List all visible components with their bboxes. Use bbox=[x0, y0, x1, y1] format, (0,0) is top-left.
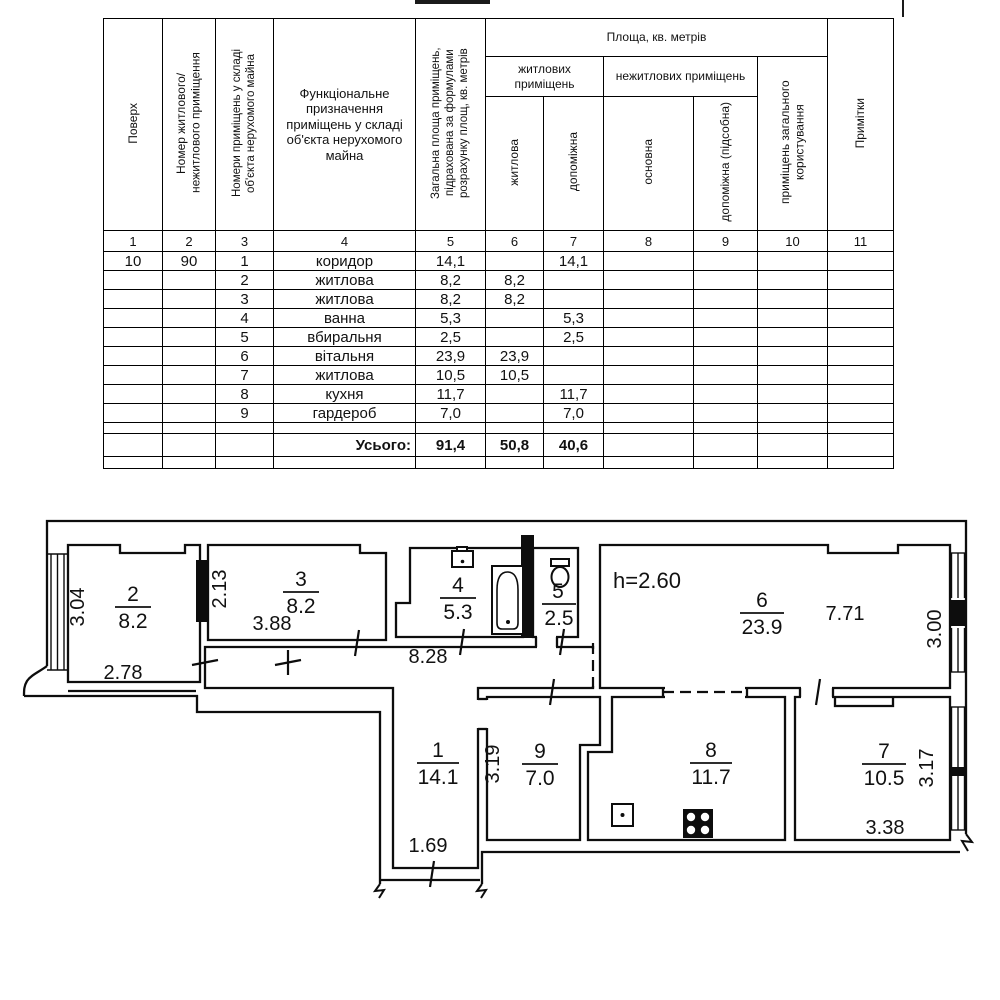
header-main: основна bbox=[604, 97, 694, 231]
cell-value bbox=[104, 328, 163, 347]
cell-empty bbox=[758, 423, 828, 434]
cell-value bbox=[104, 385, 163, 404]
header-area-group: Площа, кв. метрів bbox=[486, 19, 828, 57]
cell-room-name: вбиральня bbox=[274, 328, 416, 347]
table-row bbox=[104, 347, 894, 366]
cell-empty bbox=[604, 457, 694, 469]
stove-icon bbox=[683, 809, 713, 838]
cell-value bbox=[758, 328, 828, 347]
cropped-line-remnant bbox=[902, 0, 904, 17]
cell-room-name: житлова bbox=[274, 366, 416, 385]
totals-aux: 40,6 bbox=[544, 434, 604, 457]
cell-value bbox=[758, 366, 828, 385]
svg-text:2: 2 bbox=[127, 583, 139, 606]
cell-value: 8 bbox=[216, 385, 274, 404]
dim-2.13: 2.13 bbox=[209, 569, 231, 609]
cell-value bbox=[828, 385, 894, 404]
svg-text:7: 7 bbox=[878, 740, 890, 763]
cell-value bbox=[604, 385, 694, 404]
cell-empty bbox=[216, 434, 274, 457]
header-residential-group: житлових приміщень bbox=[486, 57, 604, 97]
column-number: 11 bbox=[828, 231, 894, 252]
column-number: 4 bbox=[274, 231, 416, 252]
sink-icon bbox=[612, 804, 633, 826]
water-heater-icon bbox=[452, 547, 473, 567]
cell-value bbox=[828, 328, 894, 347]
header-common-use: приміщень загального користування bbox=[758, 57, 828, 231]
totals-row bbox=[104, 434, 894, 457]
cell-room-name: кухня bbox=[274, 385, 416, 404]
cell-value bbox=[486, 404, 544, 423]
cell-value: 5 bbox=[216, 328, 274, 347]
header-room-numbers: Номери приміщень у складі об'єкта нерухомого майна bbox=[216, 19, 274, 231]
cell-value bbox=[486, 385, 544, 404]
header-row-1 bbox=[104, 19, 894, 57]
cell-value bbox=[104, 366, 163, 385]
dim-3.17: 3.17 bbox=[916, 748, 938, 788]
cell-value bbox=[694, 404, 758, 423]
cell-value bbox=[604, 347, 694, 366]
cell-value: 8,2 bbox=[486, 271, 544, 290]
header-notes: Примітки bbox=[828, 19, 894, 231]
cell-value bbox=[828, 290, 894, 309]
cell-value bbox=[828, 404, 894, 423]
cell-value bbox=[104, 404, 163, 423]
cell-empty bbox=[274, 457, 416, 469]
column-number: 6 bbox=[486, 231, 544, 252]
column-number: 2 bbox=[163, 231, 216, 252]
column-numbers-row bbox=[104, 231, 894, 252]
svg-text:10.5: 10.5 bbox=[863, 767, 905, 790]
area-explication-table bbox=[103, 18, 894, 469]
cell-value bbox=[163, 328, 216, 347]
cell-empty bbox=[163, 423, 216, 434]
cell-empty bbox=[486, 423, 544, 434]
cell-value bbox=[544, 271, 604, 290]
cell-value bbox=[758, 290, 828, 309]
cell-value bbox=[163, 271, 216, 290]
table-row bbox=[104, 366, 894, 385]
cell-value bbox=[694, 347, 758, 366]
svg-text:1: 1 bbox=[432, 739, 444, 762]
svg-text:23.9: 23.9 bbox=[741, 616, 783, 639]
cell-value bbox=[694, 385, 758, 404]
svg-text:8.2: 8.2 bbox=[118, 610, 148, 633]
table-row bbox=[104, 404, 894, 423]
column-number: 5 bbox=[416, 231, 486, 252]
cell-value bbox=[828, 366, 894, 385]
cell-value: 4 bbox=[216, 309, 274, 328]
cell-value bbox=[104, 309, 163, 328]
column-number: 8 bbox=[604, 231, 694, 252]
column-number: 1 bbox=[104, 231, 163, 252]
cell-value bbox=[604, 366, 694, 385]
cell-value: 23,9 bbox=[486, 347, 544, 366]
header-auxiliary: допоміжна bbox=[544, 97, 604, 231]
svg-text:7.0: 7.0 bbox=[525, 767, 555, 790]
cell-value bbox=[604, 328, 694, 347]
table-row bbox=[104, 271, 894, 290]
header-aux-utility: допоміжна (підсобна) bbox=[694, 97, 758, 231]
cell-value bbox=[828, 271, 894, 290]
column-number: 9 bbox=[694, 231, 758, 252]
svg-text:8.2: 8.2 bbox=[286, 595, 316, 618]
cell-empty bbox=[486, 457, 544, 469]
cell-empty bbox=[694, 423, 758, 434]
svg-text:11.7: 11.7 bbox=[691, 766, 731, 789]
cell-value: 7,0 bbox=[544, 404, 604, 423]
cell-empty bbox=[828, 423, 894, 434]
cell-value bbox=[758, 252, 828, 271]
cell-value: 2,5 bbox=[416, 328, 486, 347]
cell-value: 11,7 bbox=[544, 385, 604, 404]
windows-right-room-6 bbox=[950, 553, 966, 672]
table-row bbox=[104, 328, 894, 347]
cell-empty bbox=[104, 423, 163, 434]
dim-3.00: 3.00 bbox=[924, 609, 946, 649]
cell-empty bbox=[416, 457, 486, 469]
cell-value bbox=[163, 366, 216, 385]
cell-value: 8,2 bbox=[416, 290, 486, 309]
cell-empty bbox=[216, 457, 274, 469]
cell-empty bbox=[544, 423, 604, 434]
cell-value bbox=[694, 271, 758, 290]
cell-room-name: житлова bbox=[274, 290, 416, 309]
wall-chunk-2-3 bbox=[196, 560, 209, 622]
dim-7.71: 7.71 bbox=[825, 603, 865, 625]
cell-empty bbox=[544, 457, 604, 469]
cell-value bbox=[758, 385, 828, 404]
cell-value: 2,5 bbox=[544, 328, 604, 347]
svg-text:8: 8 bbox=[705, 739, 717, 762]
cell-empty bbox=[163, 457, 216, 469]
cell-value: 10,5 bbox=[486, 366, 544, 385]
dim-1.69: 1.69 bbox=[408, 835, 448, 857]
floor-plan bbox=[0, 500, 1000, 930]
svg-text:3: 3 bbox=[295, 568, 307, 591]
cell-value bbox=[104, 347, 163, 366]
table-row bbox=[104, 385, 894, 404]
cell-value: 7,0 bbox=[416, 404, 486, 423]
empty-row bbox=[104, 423, 894, 434]
svg-text:9: 9 bbox=[534, 740, 546, 763]
cell-value: 6 bbox=[216, 347, 274, 366]
svg-text:5.3: 5.3 bbox=[443, 601, 473, 624]
cell-empty bbox=[758, 434, 828, 457]
table-row bbox=[104, 290, 894, 309]
dim-3.19: 3.19 bbox=[482, 744, 504, 784]
cell-value: 2 bbox=[216, 271, 274, 290]
header-apartment-number: Номер житлового/нежитлового приміщення bbox=[163, 19, 216, 231]
cell-value bbox=[604, 309, 694, 328]
cell-value bbox=[604, 290, 694, 309]
cell-empty bbox=[604, 423, 694, 434]
window-left-room-2 bbox=[47, 554, 68, 670]
bathtub-icon bbox=[492, 566, 523, 634]
header-floor: Поверх bbox=[104, 19, 163, 231]
cell-value: 3 bbox=[216, 290, 274, 309]
cell-value: 14,1 bbox=[416, 252, 486, 271]
svg-text:4: 4 bbox=[452, 574, 464, 597]
cell-value: 8,2 bbox=[486, 290, 544, 309]
cell-value bbox=[544, 347, 604, 366]
table-row bbox=[104, 252, 894, 271]
cell-empty bbox=[694, 434, 758, 457]
column-number: 10 bbox=[758, 231, 828, 252]
cell-room-name: житлова bbox=[274, 271, 416, 290]
cell-empty bbox=[104, 434, 163, 457]
cell-value bbox=[758, 309, 828, 328]
cell-value bbox=[828, 309, 894, 328]
cropped-element-remnant bbox=[415, 0, 490, 4]
cell-value bbox=[828, 252, 894, 271]
cell-value: 90 bbox=[163, 252, 216, 271]
column-number: 7 bbox=[544, 231, 604, 252]
cell-value bbox=[163, 385, 216, 404]
dim-3.88: 3.88 bbox=[252, 613, 292, 635]
cell-empty bbox=[163, 434, 216, 457]
header-nonresidential-group: нежитлових приміщень bbox=[604, 57, 758, 97]
cell-room-name: гардероб bbox=[274, 404, 416, 423]
cell-empty bbox=[828, 434, 894, 457]
cell-empty bbox=[216, 423, 274, 434]
cell-value: 5,3 bbox=[416, 309, 486, 328]
column-number: 3 bbox=[216, 231, 274, 252]
svg-text:6: 6 bbox=[756, 589, 768, 612]
cell-empty bbox=[104, 457, 163, 469]
cell-room-name: ванна bbox=[274, 309, 416, 328]
cell-value bbox=[758, 347, 828, 366]
svg-text:5: 5 bbox=[552, 580, 564, 603]
cell-value: 7 bbox=[216, 366, 274, 385]
svg-text:14.1: 14.1 bbox=[417, 766, 459, 789]
cell-empty bbox=[758, 457, 828, 469]
totals-label: Усього: bbox=[274, 434, 416, 457]
totals-total: 91,4 bbox=[416, 434, 486, 457]
cell-value bbox=[758, 404, 828, 423]
cell-empty bbox=[604, 434, 694, 457]
header-total-area: Загальна площа приміщень, підрахована за формулами розрахунку площ, кв. метрів bbox=[416, 19, 486, 231]
cell-value bbox=[486, 309, 544, 328]
empty-row bbox=[104, 457, 894, 469]
cell-empty bbox=[828, 457, 894, 469]
cell-empty bbox=[416, 423, 486, 434]
cell-empty bbox=[694, 457, 758, 469]
cell-value bbox=[163, 309, 216, 328]
cell-value bbox=[163, 290, 216, 309]
cell-value bbox=[694, 309, 758, 328]
height-note: h=2.60 bbox=[613, 568, 681, 593]
window-right-room-7 bbox=[950, 707, 966, 830]
dim-3.04: 3.04 bbox=[67, 587, 89, 627]
cell-value bbox=[163, 404, 216, 423]
dim-8.28: 8.28 bbox=[408, 646, 448, 668]
cell-value bbox=[104, 290, 163, 309]
cell-value bbox=[604, 271, 694, 290]
table-row bbox=[104, 309, 894, 328]
cell-value: 14,1 bbox=[544, 252, 604, 271]
cell-value: 11,7 bbox=[416, 385, 486, 404]
cell-value: 1 bbox=[216, 252, 274, 271]
cell-value bbox=[694, 290, 758, 309]
cell-value: 5,3 bbox=[544, 309, 604, 328]
cell-value bbox=[163, 347, 216, 366]
cell-value bbox=[758, 271, 828, 290]
cell-value: 23,9 bbox=[416, 347, 486, 366]
cell-value bbox=[104, 271, 163, 290]
header-functional-purpose: Функціональне призначення приміщень у складі об'єкта нерухомого майна bbox=[274, 19, 416, 231]
cell-value: 10,5 bbox=[416, 366, 486, 385]
cell-value: 9 bbox=[216, 404, 274, 423]
cell-value bbox=[828, 347, 894, 366]
cell-value bbox=[694, 328, 758, 347]
totals-living: 50,8 bbox=[486, 434, 544, 457]
cell-value: 8,2 bbox=[416, 271, 486, 290]
cell-value bbox=[694, 252, 758, 271]
cell-value: 10 bbox=[104, 252, 163, 271]
dim-3.38: 3.38 bbox=[865, 817, 905, 839]
cell-value bbox=[486, 252, 544, 271]
cell-empty bbox=[274, 423, 416, 434]
cell-value bbox=[486, 328, 544, 347]
header-living: житлова bbox=[486, 97, 544, 231]
cell-value bbox=[694, 366, 758, 385]
cell-room-name: коридор bbox=[274, 252, 416, 271]
svg-text:2.5: 2.5 bbox=[544, 607, 574, 630]
cell-value bbox=[604, 404, 694, 423]
cell-value bbox=[544, 366, 604, 385]
cell-value bbox=[604, 252, 694, 271]
cell-room-name: вітальня bbox=[274, 347, 416, 366]
cell-value bbox=[544, 290, 604, 309]
dim-2.78: 2.78 bbox=[103, 662, 143, 684]
